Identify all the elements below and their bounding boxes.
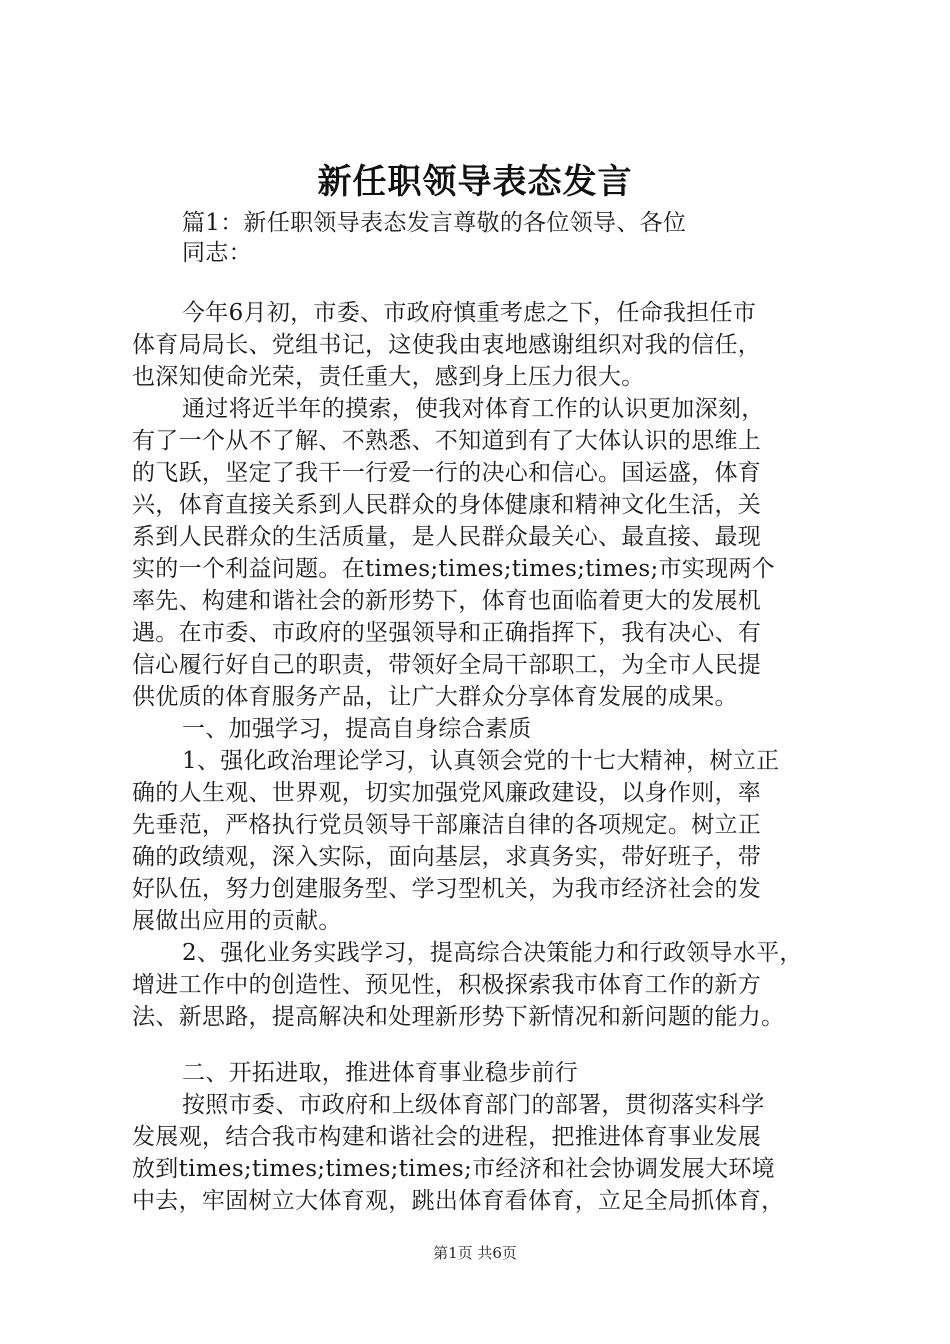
paragraph-line: 2、强化业务实践学习，提高综合决策能力和行政领导水平， (182, 940, 803, 966)
paragraph-line: 的飞跃，坚定了我干一行爱一行的决心和信心。国运盛，体育 (132, 460, 762, 486)
paragraph-line: 好队伍，努力创建服务型、学习型机关，为我市经济社会的发 (132, 876, 762, 902)
paragraph-line: 确的人生观、世界观，切实加强党风廉政建设，以身作则，率 (132, 780, 762, 806)
paragraph-line: 通过将近半年的摸索，使我对体育工作的认识更加深刻， (182, 396, 765, 422)
section-heading: 一、加强学习，提高自身综合素质 (182, 716, 532, 742)
paragraph-line: 1、强化政治理论学习，认真领会党的十七大精神，树立正 (182, 748, 780, 774)
paragraph-line: 先垂范，严格执行党员领导干部廉洁自律的各项规定。树立正 (132, 812, 762, 838)
section-heading: 二、开拓进取，推进体育事业稳步前行 (182, 1060, 579, 1086)
paragraph-line: 有了一个从不了解、不熟悉、不知道到有了大体认识的思维上 (132, 428, 762, 454)
paragraph-line: 同志： (182, 240, 252, 266)
paragraph-line: 中去，牢固树立大体育观，跳出体育看体育，立足全局抓体育， (132, 1188, 785, 1214)
paragraph-line: 篇1：新任职领导表态发言尊敬的各位领导、各位 (182, 210, 687, 236)
paragraph-line: 信心履行好自己的职责，带领好全局干部职工，为全市人民提 (132, 652, 762, 678)
paragraph-line: 今年6月初，市委、市政府慎重考虑之下，任命我担任市 (182, 300, 757, 326)
document-title: 新任职领导表态发言 (317, 162, 633, 202)
paragraph-line: 实的一个利益问题。在times;times;times;times;市实现两个 (132, 556, 775, 582)
paragraph-line: 系到人民群众的生活质量，是人民群众最关心、最直接、最现 (132, 524, 762, 550)
paragraph-line: 遇。在市委、市政府的坚强领导和正确指挥下，我有决心、有 (132, 620, 762, 646)
paragraph-line: 也深知使命光荣，责任重大，感到身上压力很大。 (132, 364, 645, 390)
paragraph-line: 增进工作中的创造性、预见性，积极探索我市体育工作的新方 (132, 972, 762, 998)
paragraph-line: 展做出应用的贡献。 (132, 908, 342, 934)
paragraph-line: 放到times;times;times;times;市经济和社会协调发展大环境 (132, 1156, 775, 1182)
paragraph-line: 法、新思路，提高解决和处理新形势下新情况和新问题的能力。 (132, 1004, 785, 1030)
paragraph-line: 确的政绩观，深入实际，面向基层，求真务实，带好班子，带 (132, 844, 762, 870)
paragraph-line: 供优质的体育服务产品，让广大群众分享体育发展的成果。 (132, 684, 738, 710)
paragraph-line: 兴，体育直接关系到人民群众的身体健康和精神文化生活，关 (132, 492, 762, 518)
paragraph-line: 体育局局长、党组书记，这使我由衷地感谢组织对我的信任， (132, 332, 762, 358)
paragraph-line: 发展观，结合我市构建和谐社会的进程，把推进体育事业发展 (132, 1124, 762, 1150)
paragraph-line: 按照市委、市政府和上级体育部门的部署，贯彻落实科学 (182, 1092, 765, 1118)
page-indicator: 第1页 共6页 (433, 1244, 517, 1262)
paragraph-line: 率先、构建和谐社会的新形势下，体育也面临着更大的发展机 (132, 588, 762, 614)
